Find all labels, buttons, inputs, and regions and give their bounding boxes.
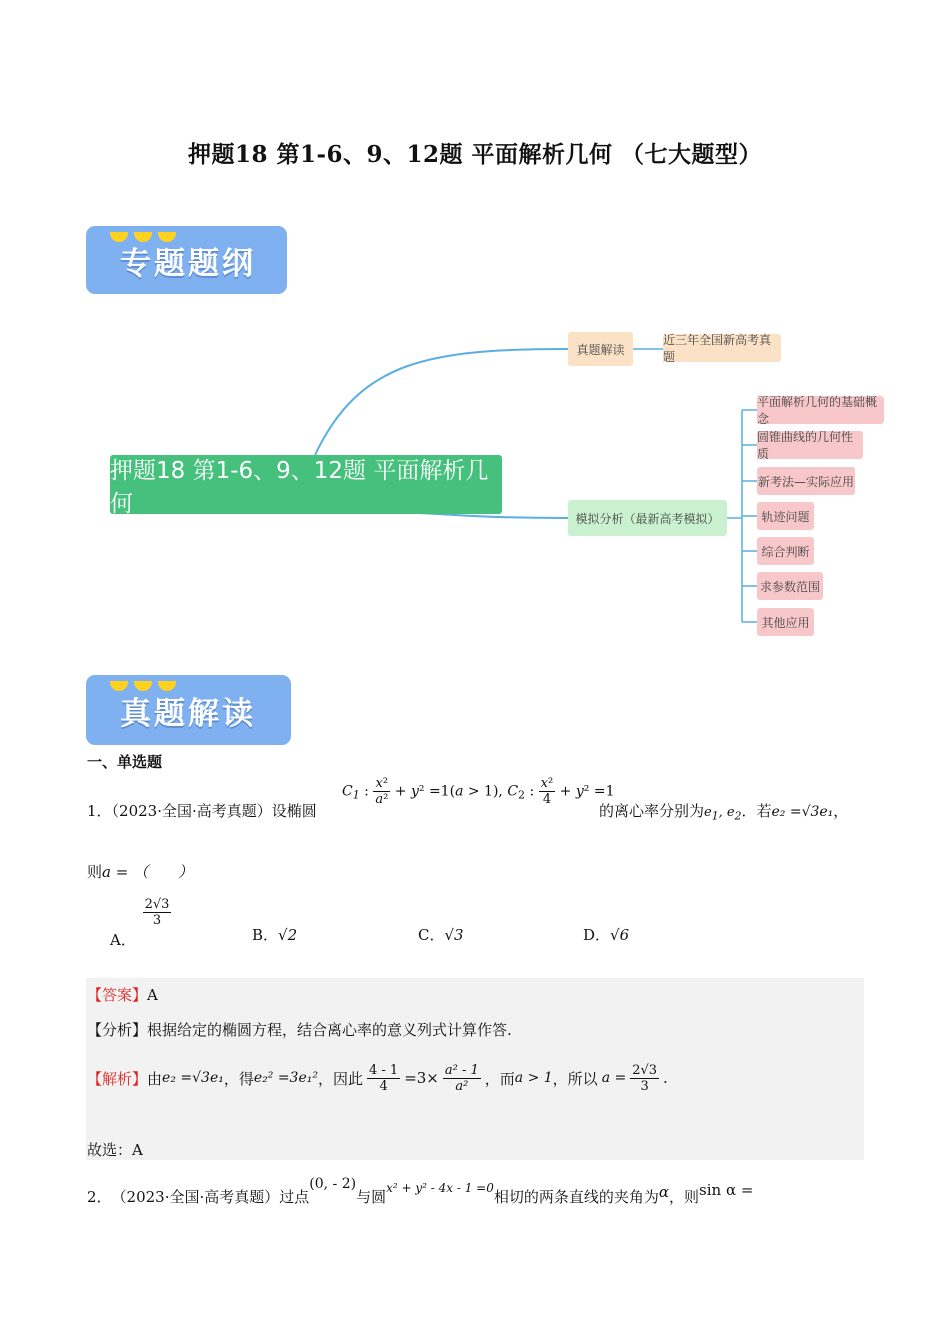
solution-text: ，得 [223, 1069, 254, 1088]
option-value: √6 [610, 926, 630, 944]
option-a[interactable] [110, 897, 171, 949]
question-text: 则 [87, 863, 103, 881]
banner-label: 专题题纲 [120, 245, 256, 282]
option-a-denominator: 3 [152, 913, 162, 928]
document-title: 押题18 第1-6、9、12题 平面解析几何 （七大题型） [187, 141, 763, 168]
solution-formula: a > 1 [514, 1070, 553, 1086]
question-source: （2023·全国·高考真题）过点 [111, 1187, 310, 1206]
mindmap-leaf: 新考法—实际应用 [757, 467, 855, 495]
fraction-numerator: a² - 1 [444, 1062, 479, 1078]
decorative-dots [110, 663, 182, 699]
mindmap-leaf-recent-exams: 近三年全国新高考真题 [663, 334, 781, 362]
point-formula: (0, - 2) [309, 1176, 357, 1192]
question-1-ask [87, 861, 193, 882]
circle-formula: x² + y² - 4x - 1 =0 [386, 1181, 494, 1195]
solution-text: 由 [147, 1069, 163, 1088]
solution-formula: =3× [404, 1069, 439, 1087]
option-value: √2 [278, 926, 298, 944]
fraction-numerator: 2√3 [632, 1062, 658, 1078]
condition-formula: e₂ =√3e₁ [771, 804, 834, 820]
mindmap-branch-mock: 模拟分析（最新高考模拟） [568, 500, 727, 536]
question-2-stem [87, 1178, 753, 1214]
solution-formula: e₂ =√3e₁ [162, 1070, 224, 1086]
question-number: 1． [87, 802, 112, 820]
alpha-symbol: α [658, 1183, 670, 1201]
analysis-text: 根据给定的椭圆方程，结合离心率的意义列式计算作答. [147, 1021, 512, 1039]
solution-text: ，因此 [317, 1069, 363, 1088]
solution-label: 【解析】 [87, 1069, 148, 1088]
section-banner-outline [86, 226, 287, 294]
answer-value: A [147, 986, 158, 1004]
question-text: ，则 [669, 1187, 700, 1206]
fraction-denominator: 4 [379, 1078, 388, 1094]
option-label: B． [252, 926, 279, 944]
analysis-line [87, 1019, 512, 1040]
mindmap-leaf: 综合判断 [757, 537, 814, 565]
question-text: ．若 [741, 802, 772, 820]
question-text: 与圆 [356, 1187, 387, 1206]
solution-formula: a = [601, 1070, 627, 1086]
banner-label: 真题解读 [120, 695, 256, 732]
question-number: 2． [87, 1187, 112, 1206]
mindmap-leaf: 圆锥曲线的几何性质 [757, 431, 863, 459]
option-d[interactable] [583, 924, 629, 945]
mindmap-branch-real-exam: 真题解读 [568, 332, 633, 366]
question-text: 相切的两条直线的夹角为 [493, 1187, 659, 1206]
sin-formula: sin α = [699, 1181, 754, 1199]
answer-line [87, 984, 158, 1005]
solution-text: . [663, 1069, 668, 1087]
option-b[interactable] [252, 924, 297, 945]
answer-label: 【答案】 [87, 986, 148, 1004]
option-a-numerator: 2√3 [144, 897, 170, 912]
option-value: √3 [444, 926, 464, 944]
conclusion-line: 故选：A [87, 1141, 143, 1159]
option-label: C． [418, 926, 445, 944]
mindmap-leaf: 轨迹问题 [757, 502, 814, 530]
ellipse-equations: $C_1$ : $\frac{\text{x²}}{\text{a²}}$ + y² =1(a > 1), $C_2$ : $\frac{\text{x²}}{4}$ + y² =1 [342, 776, 615, 807]
analysis-label: 【分析】 [87, 1021, 148, 1039]
solution-text: ，而 [484, 1069, 515, 1088]
mindmap-leaf: 其他应用 [757, 608, 814, 636]
question-source: （2023·全国·高考真题）设椭圆 [111, 802, 317, 820]
question-text: 的离心率分别为 [599, 802, 705, 820]
solution-text: ，所以 [552, 1069, 598, 1088]
question-text: a = （ ） [102, 863, 194, 881]
question-1-stem-cont: 的离心率分别为$e_1$, $e_2$．若e₂ =√3e₁， [599, 802, 849, 823]
option-label: D． [583, 926, 611, 944]
solution-line [87, 1052, 668, 1104]
mindmap-leaf: 求参数范围 [757, 572, 823, 600]
section-heading-single-choice: 一、单选题 [87, 753, 163, 771]
section-banner-real-exam [86, 675, 291, 745]
fraction-denominator: a² [455, 1078, 469, 1094]
solution-formula: e₂² =3e₁² [253, 1070, 318, 1086]
option-label: A． [110, 930, 136, 949]
fraction-denominator: 3 [640, 1078, 649, 1094]
decorative-dots [110, 214, 182, 250]
option-c[interactable] [418, 924, 464, 945]
mindmap-root-node: 押题18 第1-6、9、12题 平面解析几何 [110, 455, 502, 514]
mindmap-leaf: 平面解析几何的基础概念 [757, 396, 884, 424]
question-1-stem [87, 800, 317, 821]
fraction-numerator: 4 - 1 [368, 1062, 399, 1078]
